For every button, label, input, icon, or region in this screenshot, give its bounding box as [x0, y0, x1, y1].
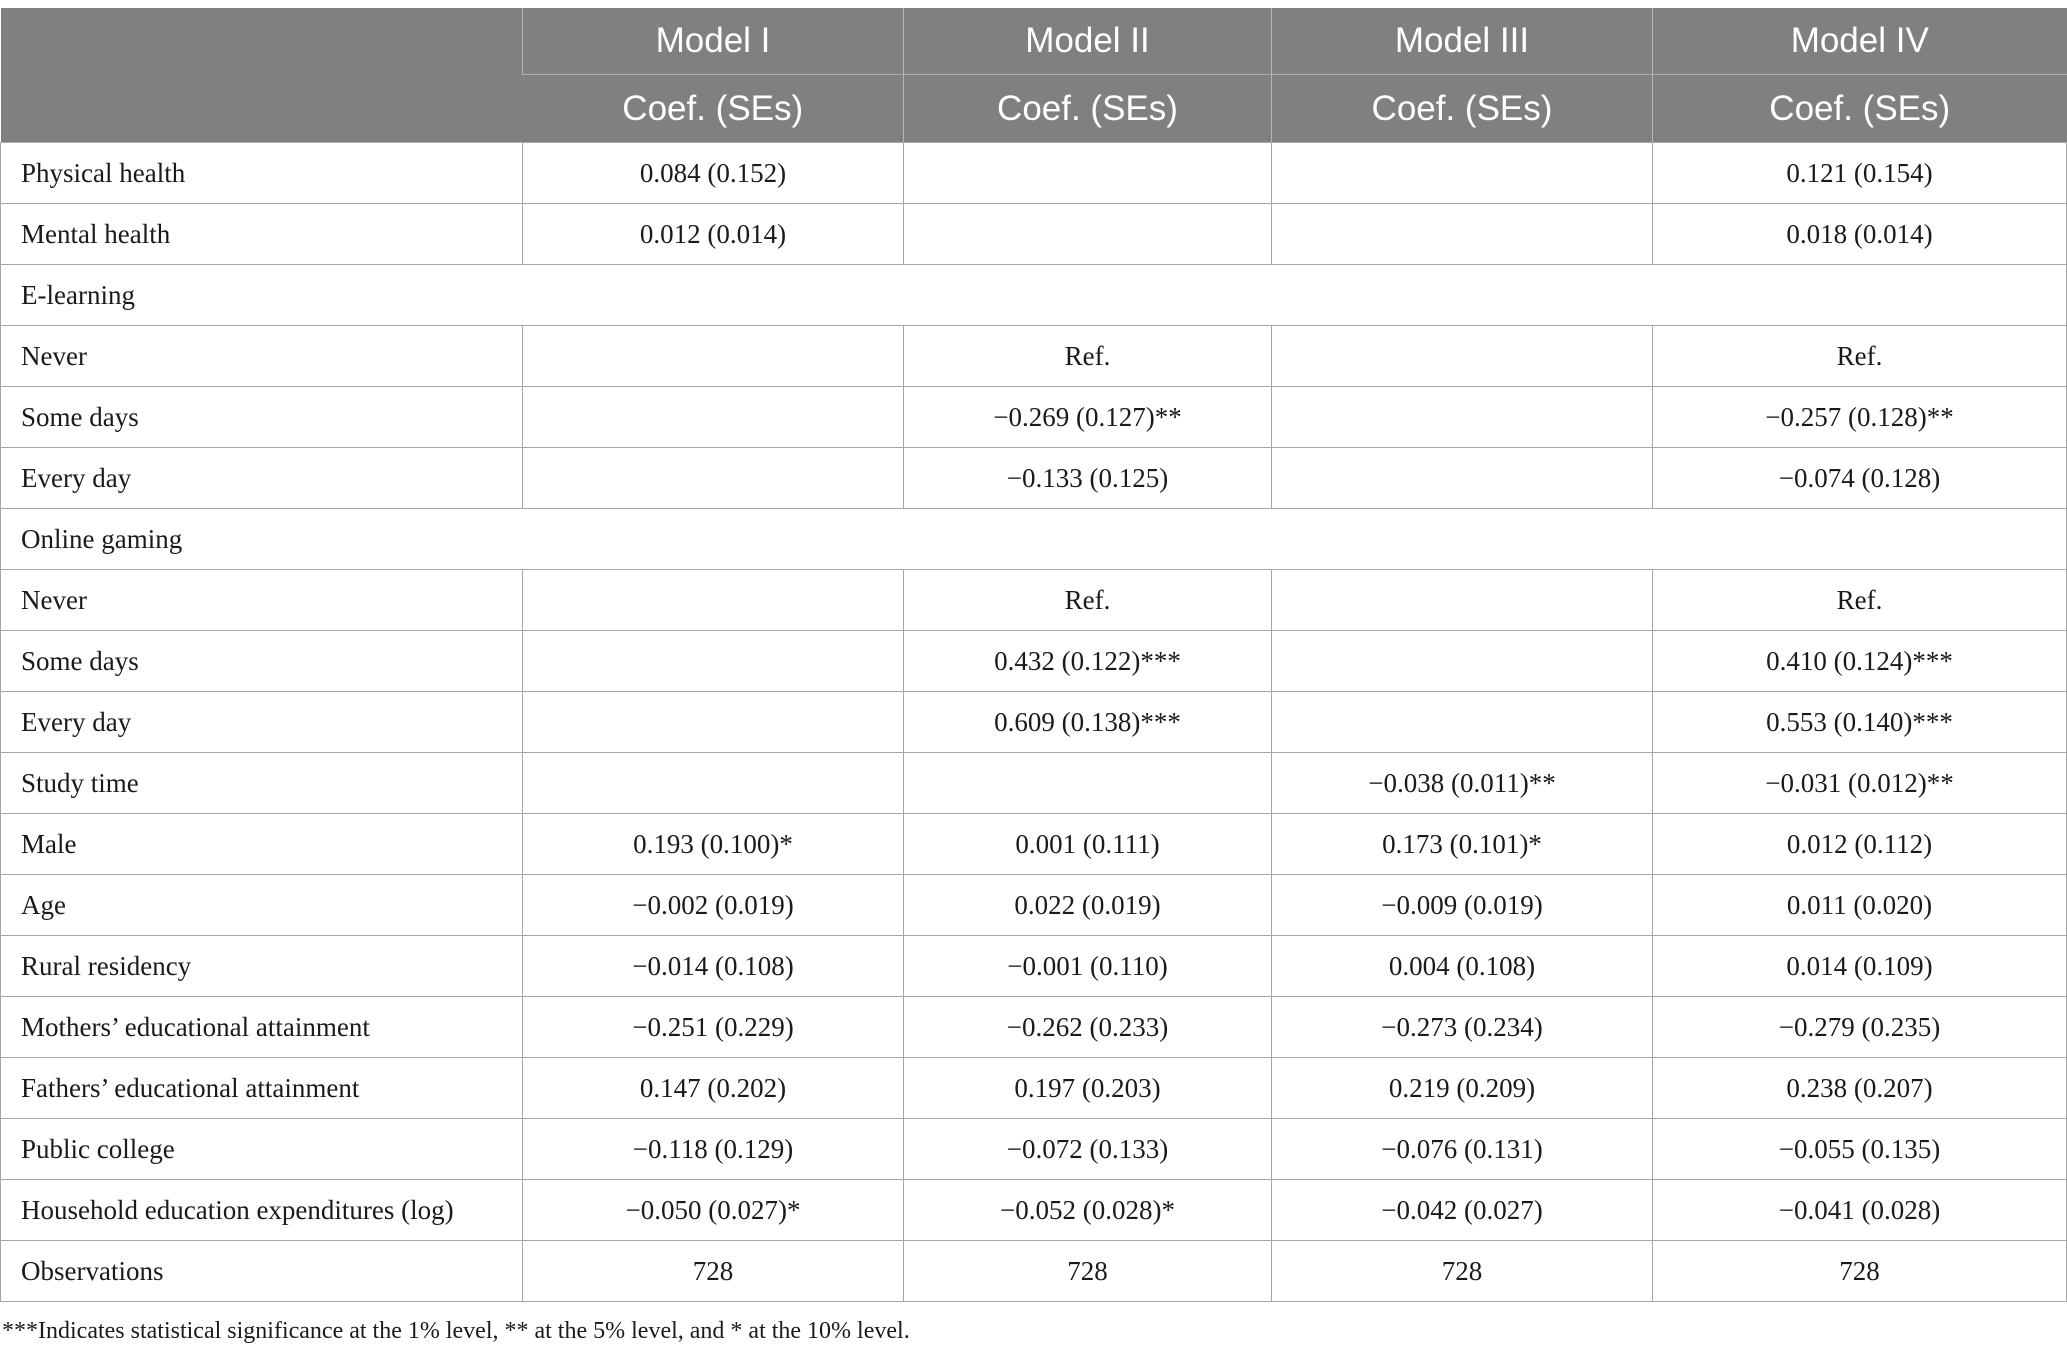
- coefficient-cell: −0.118 (0.129): [523, 1119, 904, 1180]
- coefficient-cell: 0.121 (0.154): [1653, 143, 2067, 204]
- row-label: Some days: [1, 631, 523, 692]
- coefficient-cell: −0.072 (0.133): [904, 1119, 1272, 1180]
- coefficient-cell: 0.410 (0.124)***: [1653, 631, 2067, 692]
- row-label: Every day: [1, 692, 523, 753]
- table-row: [1, 692, 2067, 753]
- coefficient-cell: 0.012 (0.014): [523, 204, 904, 265]
- coefficient-cell: 728: [1272, 1241, 1653, 1302]
- coefficient-cell: −0.251 (0.229): [523, 997, 904, 1058]
- coefficient-cell: 0.011 (0.020): [1653, 875, 2067, 936]
- coefficient-cell: −0.031 (0.012)**: [1653, 753, 2067, 814]
- coefficient-cell: [904, 143, 1272, 204]
- coefficient-cell: −0.257 (0.128)**: [1653, 387, 2067, 448]
- row-label: Fathers’ educational attainment: [1, 1058, 523, 1119]
- coefficient-cell: −0.009 (0.019): [1272, 875, 1653, 936]
- row-label: Mothers’ educational attainment: [1, 997, 523, 1058]
- coefficient-cell: [1272, 692, 1653, 753]
- coefficient-cell: 0.001 (0.111): [904, 814, 1272, 875]
- coef-subheader: Coef. (SEs): [904, 75, 1272, 143]
- row-label: Never: [1, 326, 523, 387]
- table-row: [1, 1058, 2067, 1119]
- row-label: Study time: [1, 753, 523, 814]
- row-label: Observations: [1, 1241, 523, 1302]
- table-row: [1, 753, 2067, 814]
- table-row: [1, 570, 2067, 631]
- coefficient-cell: 728: [1653, 1241, 2067, 1302]
- coefficient-cell: 0.022 (0.019): [904, 875, 1272, 936]
- coefficient-cell: [523, 570, 904, 631]
- coef-subheader: Coef. (SEs): [1653, 75, 2067, 143]
- coefficient-cell: −0.273 (0.234): [1272, 997, 1653, 1058]
- coefficient-cell: −0.041 (0.028): [1653, 1180, 2067, 1241]
- section-label: E-learning: [1, 265, 2067, 326]
- coefficient-cell: −0.269 (0.127)**: [904, 387, 1272, 448]
- coefficient-cell: [1272, 204, 1653, 265]
- coefficient-cell: 0.193 (0.100)*: [523, 814, 904, 875]
- table-row: [1, 875, 2067, 936]
- coefficient-cell: 0.173 (0.101)*: [1272, 814, 1653, 875]
- coefficient-cell: [523, 753, 904, 814]
- table-row: [1, 631, 2067, 692]
- table-section-row: [1, 265, 2067, 326]
- coefficient-cell: Ref.: [904, 326, 1272, 387]
- table-row: [1, 997, 2067, 1058]
- coefficient-cell: −0.042 (0.027): [1272, 1180, 1653, 1241]
- table-row: [1, 204, 2067, 265]
- row-label: Some days: [1, 387, 523, 448]
- coefficient-cell: 0.147 (0.202): [523, 1058, 904, 1119]
- model-header-row: [1, 8, 2067, 75]
- coefficient-cell: −0.074 (0.128): [1653, 448, 2067, 509]
- coefficient-cell: Ref.: [904, 570, 1272, 631]
- row-label: Age: [1, 875, 523, 936]
- row-label: Mental health: [1, 204, 523, 265]
- coefficient-cell: [523, 387, 904, 448]
- table-header: [1, 8, 2067, 143]
- coefficient-cell: −0.050 (0.027)*: [523, 1180, 904, 1241]
- coefficient-cell: −0.055 (0.135): [1653, 1119, 2067, 1180]
- coefficient-cell: 0.004 (0.108): [1272, 936, 1653, 997]
- row-label: Physical health: [1, 143, 523, 204]
- coefficient-cell: [1272, 326, 1653, 387]
- row-label: Never: [1, 570, 523, 631]
- coefficient-cell: 0.084 (0.152): [523, 143, 904, 204]
- coef-subheader: Coef. (SEs): [1272, 75, 1653, 143]
- coefficient-cell: [1272, 448, 1653, 509]
- model-header: Model II: [904, 8, 1272, 75]
- coefficient-cell: −0.001 (0.110): [904, 936, 1272, 997]
- coefficient-cell: [1272, 570, 1653, 631]
- table-row: [1, 326, 2067, 387]
- coefficient-cell: −0.014 (0.108): [523, 936, 904, 997]
- row-label: Public college: [1, 1119, 523, 1180]
- coefficient-cell: Ref.: [1653, 570, 2067, 631]
- coefficient-cell: [1272, 631, 1653, 692]
- coefficient-cell: 728: [904, 1241, 1272, 1302]
- coefficient-cell: 0.012 (0.112): [1653, 814, 2067, 875]
- coefficient-cell: 0.553 (0.140)***: [1653, 692, 2067, 753]
- regression-table-container: [0, 8, 2066, 1302]
- regression-table: [0, 8, 2067, 1302]
- table-row: [1, 448, 2067, 509]
- coefficient-cell: 728: [523, 1241, 904, 1302]
- coefficient-cell: −0.262 (0.233): [904, 997, 1272, 1058]
- coefficient-cell: −0.133 (0.125): [904, 448, 1272, 509]
- table-row: [1, 143, 2067, 204]
- coefficient-cell: 0.018 (0.014): [1653, 204, 2067, 265]
- coefficient-cell: 0.432 (0.122)***: [904, 631, 1272, 692]
- section-label: Online gaming: [1, 509, 2067, 570]
- coefficient-cell: [523, 631, 904, 692]
- row-label: Household education expenditures (log): [1, 1180, 523, 1241]
- coefficient-cell: Ref.: [1653, 326, 2067, 387]
- table-row: [1, 387, 2067, 448]
- coefficient-cell: [523, 692, 904, 753]
- table-body: [1, 143, 2067, 1302]
- model-header: Model I: [523, 8, 904, 75]
- coefficient-cell: −0.076 (0.131): [1272, 1119, 1653, 1180]
- coefficient-cell: 0.609 (0.138)***: [904, 692, 1272, 753]
- coefficient-cell: 0.014 (0.109): [1653, 936, 2067, 997]
- row-label: Rural residency: [1, 936, 523, 997]
- coefficient-cell: 0.197 (0.203): [904, 1058, 1272, 1119]
- table-footnote: ***Indicates statistical significance at the 1% level, ** at the 5% level, and * at the 10% level.: [2, 1318, 910, 1344]
- coefficient-cell: [1272, 387, 1653, 448]
- header-corner-cell: [1, 8, 523, 143]
- coefficient-cell: [904, 753, 1272, 814]
- model-header: Model IV: [1653, 8, 2067, 75]
- model-header: Model III: [1272, 8, 1653, 75]
- row-label: Every day: [1, 448, 523, 509]
- coefficient-cell: −0.038 (0.011)**: [1272, 753, 1653, 814]
- table-row: [1, 1180, 2067, 1241]
- coef-subheader: Coef. (SEs): [523, 75, 904, 143]
- coefficient-cell: [904, 204, 1272, 265]
- coefficient-cell: 0.219 (0.209): [1272, 1058, 1653, 1119]
- row-label: Male: [1, 814, 523, 875]
- coefficient-cell: −0.002 (0.019): [523, 875, 904, 936]
- table-section-row: [1, 509, 2067, 570]
- table-row: [1, 936, 2067, 997]
- coefficient-cell: [1272, 143, 1653, 204]
- table-row: [1, 1119, 2067, 1180]
- table-row: [1, 1241, 2067, 1302]
- coefficient-cell: 0.238 (0.207): [1653, 1058, 2067, 1119]
- coefficient-cell: −0.052 (0.028)*: [904, 1180, 1272, 1241]
- coefficient-cell: [523, 326, 904, 387]
- coefficient-cell: −0.279 (0.235): [1653, 997, 2067, 1058]
- table-row: [1, 814, 2067, 875]
- coefficient-cell: [523, 448, 904, 509]
